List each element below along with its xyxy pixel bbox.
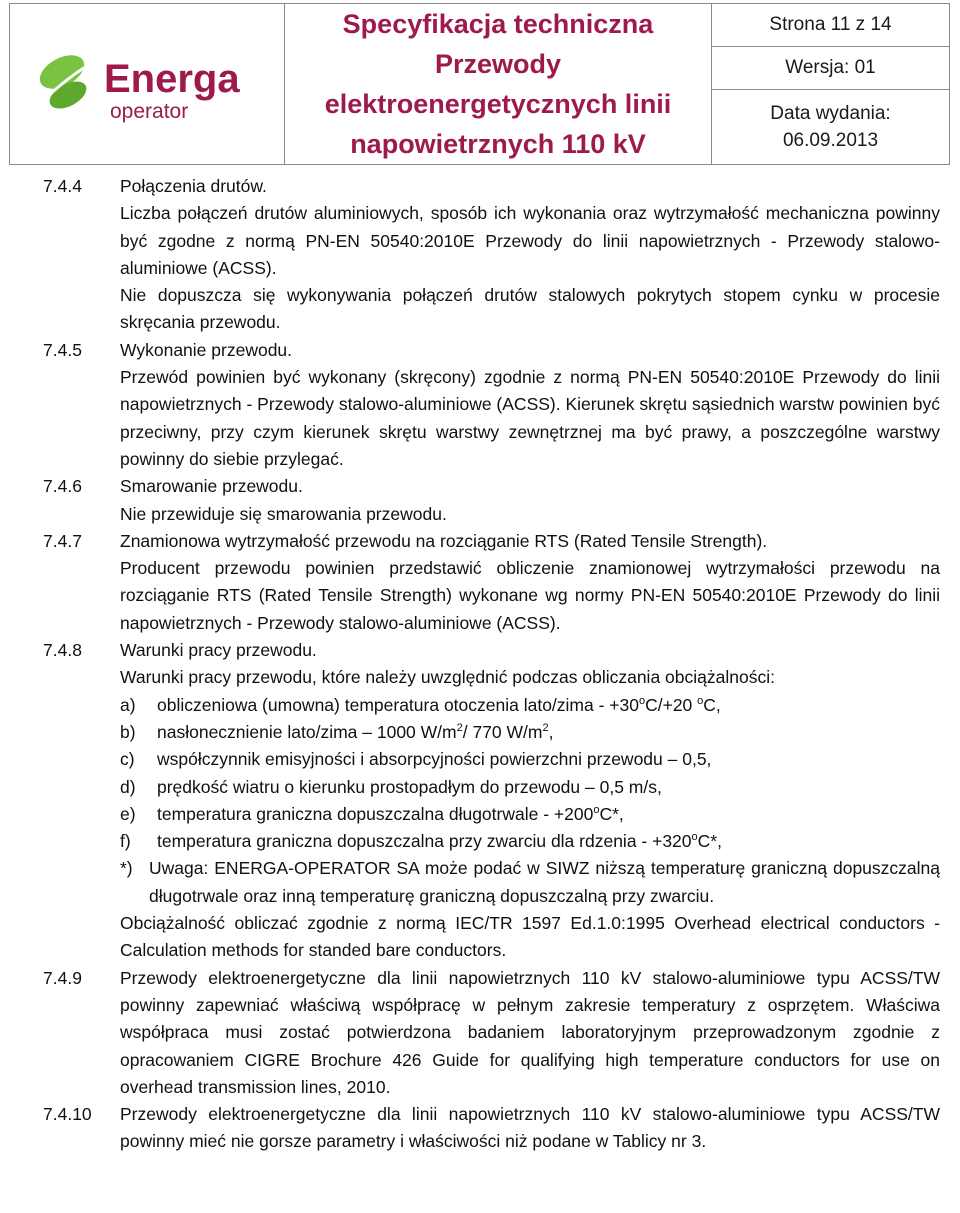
list-item-text xyxy=(157,719,940,746)
section-title: Połączenia drutów. xyxy=(120,176,267,196)
section-number: 7.4.7 xyxy=(43,530,82,551)
section-7-4-8-paragraph-2: Obciążalność obliczać zgodnie z normą IEC/TR 1597 Ed.1.0:1995 Overhead electrical conductors - Calculation methods for standed bare conductors. xyxy=(120,913,940,961)
section-7-4-9 xyxy=(43,965,940,1101)
list-item-fragment: nasłonecznienie lato/zima – 1000 W/m xyxy=(157,721,457,742)
list-item-fragment: o xyxy=(697,694,704,707)
list-item-fragment: C, xyxy=(703,694,721,715)
list-item-fragment: współczynnik emisyjności i absorpcyjności powierzchni przewodu – 0,5, xyxy=(157,749,712,770)
list-item-label: d) xyxy=(120,776,136,797)
list-item-label: f) xyxy=(120,831,131,852)
leaf-icon xyxy=(34,48,91,114)
version-label: Wersja: 01 xyxy=(712,47,949,90)
title-line-3: elektroenergetycznych linii xyxy=(324,89,672,119)
issue-date-value: 06.09.2013 xyxy=(782,130,879,151)
section-number: 7.4.4 xyxy=(43,176,82,196)
list-item xyxy=(43,828,940,855)
list-item-fragment: C/+20 xyxy=(645,694,698,715)
list-item-fragment: / 770 W/m xyxy=(462,721,543,742)
note-label: *) xyxy=(120,858,133,879)
list-item xyxy=(43,692,940,719)
list-item-fragment: temperatura graniczna dopuszczalna długotrwale - +200 xyxy=(157,803,594,824)
list-item-text xyxy=(157,746,940,773)
list-item-fragment: 2 xyxy=(542,722,549,735)
list-item xyxy=(43,746,940,773)
section-number: 7.4.10 xyxy=(43,1104,92,1125)
list-item-label: c) xyxy=(120,749,135,770)
section-7-4-6-heading xyxy=(43,473,940,500)
title-line-1: Specyfikacja techniczna xyxy=(342,9,654,39)
section-number: 7.4.8 xyxy=(43,640,82,661)
section-7-4-8-heading xyxy=(43,637,940,664)
list-item-label: b) xyxy=(120,721,136,742)
note xyxy=(43,855,940,910)
list-item-text xyxy=(157,801,940,828)
section-number: 7.4.6 xyxy=(43,476,82,497)
section-7-4-8-intro: Warunki pracy przewodu, które należy uwzględnić podczas obliczania obciążalności: xyxy=(120,667,775,688)
section-title: Warunki pracy przewodu. xyxy=(120,640,317,661)
title-line-4: napowietrznych 110 kV xyxy=(350,129,646,159)
logo-main-text: Energa xyxy=(104,57,240,101)
list-item-fragment: o xyxy=(593,804,600,816)
list-item-fragment: , xyxy=(548,721,554,742)
section-7-4-5-heading xyxy=(43,337,940,364)
logo-sub-text: operator xyxy=(110,100,189,123)
section-text: Przewody elektroenergetyczne dla linii napowietrznych 110 kV stalowo-aluminiowe typu ACSS/TW powinny zapewniać właściwą współpracę w pełnym zakresie temperatury z osprzętem. Właściwa współpraca musi zostać potwierdzona badaniem laboratoryjnym przeprowadzonym zgodnie z opracowaniem CIGRE Brochure 426 Guide for qualifying high temperature conductors for use on overhead transmission lines, 2010. xyxy=(120,967,940,1097)
list-item xyxy=(43,774,940,801)
list-item-fragment: 2 xyxy=(456,722,463,735)
title-line-2: Przewody xyxy=(434,49,562,79)
section-7-4-4-heading xyxy=(43,173,940,200)
section-number: 7.4.9 xyxy=(43,967,82,988)
section-7-4-7-heading xyxy=(43,528,940,555)
section-7-4-5-paragraph: Przewód powinien być wykonany (skręcony) zgodnie z normą PN-EN 50540:2010E Przewody do linii napowietrznych - Przewody stalowo-aluminiowe (ACSS). Kierunek skrętu sąsiednich warstw powinien być przeciwny, przy czym kierunek skrętu warstwy zewnętrznej ma być prawy, a poszczególne warstwy powinny do siebie przylegać. xyxy=(120,367,940,469)
document-header xyxy=(9,3,950,165)
section-title: Smarowanie przewodu. xyxy=(120,476,303,497)
list-item xyxy=(43,801,940,828)
section-7-4-4-paragraph-2: Nie dopuszcza się wykonywania połączeń drutów stalowych pokrytych stopem cynku w procesie skręcania przewodu. xyxy=(120,285,940,333)
section-7-4-7-paragraph: Producent przewodu powinien przedstawić obliczenie znamionowej wytrzymałości przewodu na rozciąganie RTS (Rated Tensile Strength) wykonane wg normy PN-EN 50540:2010E Przewody do linii napowietrznych - Przewody stalowo-aluminiowe (ACSS). xyxy=(120,558,940,633)
issue-date-label: Data wydania: xyxy=(770,103,891,124)
list-item-text xyxy=(157,692,940,719)
section-7-4-4-paragraph-1: Liczba połączeń drutów aluminiowych, sposób ich wykonania oraz wytrzymałość mechaniczna powinny być zgodne z normą PN-EN 50540:2010E Przewody do linii napowietrznych - Przewody stalowo-aluminiowe (ACSS). xyxy=(120,203,940,278)
list-item-fragment: temperatura graniczna dopuszczalna przy zwarciu dla rdzenia - +320 xyxy=(157,831,692,852)
section-text: Przewody elektroenergetyczne dla linii napowietrznych 110 kV stalowo-aluminiowe typu ACSS/TW powinny mieć nie gorsze parametry i właściwości niż podane w Tablicy nr 3. xyxy=(120,1104,940,1152)
list-item-fragment: C*, xyxy=(599,803,624,824)
section-number: 7.4.5 xyxy=(43,339,82,360)
logo-cell xyxy=(10,4,285,164)
list-item-fragment: prędkość wiatru o kierunku prostopadłym do przewodu – 0,5 m/s, xyxy=(157,776,662,797)
issue-date xyxy=(712,90,949,164)
list-item-fragment: o xyxy=(638,694,646,707)
list-item-text xyxy=(157,828,940,855)
note-text: Uwaga: ENERGA-OPERATOR SA może podać w SIWZ niższą temperaturę graniczną dopuszczalną długotrwale oraz inną temperaturę graniczną dopuszczalną przy zwarciu. xyxy=(149,858,940,906)
list-item-fragment: o xyxy=(691,831,698,844)
list-item-label: e) xyxy=(120,803,136,824)
document-meta xyxy=(712,4,949,164)
energa-logo xyxy=(24,20,284,150)
list-item-label: a) xyxy=(120,694,136,715)
list-item-fragment: C*, xyxy=(697,831,722,852)
page-number: Strona 11 z 14 xyxy=(712,4,949,47)
section-7-4-10 xyxy=(43,1101,940,1156)
list-item-text xyxy=(157,774,940,801)
section-title: Znamionowa wytrzymałość przewodu na rozciąganie RTS (Rated Tensile Strength). xyxy=(120,530,768,551)
section-7-4-6-paragraph: Nie przewiduje się smarowania przewodu. xyxy=(120,503,447,524)
document-title xyxy=(285,4,712,164)
list-item xyxy=(43,719,940,746)
conditions-list xyxy=(43,692,940,856)
document-body xyxy=(43,173,940,1156)
section-title: Wykonanie przewodu. xyxy=(120,339,293,360)
list-item-fragment: obliczeniowa (umowna) temperatura otoczenia lato/zima - +30 xyxy=(157,694,639,715)
